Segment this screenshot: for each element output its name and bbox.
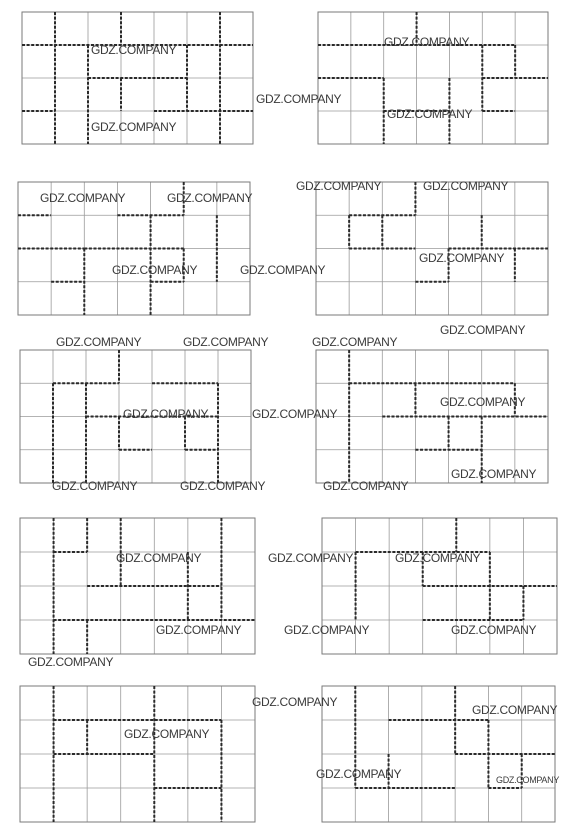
watermark-label: GDZ.COMPANY xyxy=(395,551,481,565)
watermark-label: GDZ.COMPANY xyxy=(496,775,560,785)
watermark-label: GDZ.COMPANY xyxy=(472,703,558,717)
watermark-label: GDZ.COMPANY xyxy=(296,179,382,193)
watermark-label: GDZ.COMPANY xyxy=(419,251,505,265)
watermark-label: GDZ.COMPANY xyxy=(440,395,526,409)
grid-panel xyxy=(316,350,548,483)
grid-panel xyxy=(20,686,255,822)
watermark-label: GDZ.COMPANY xyxy=(167,191,253,205)
watermark-label: GDZ.COMPANY xyxy=(323,479,409,493)
watermark-label: GDZ.COMPANY xyxy=(451,623,537,637)
watermark-label: GDZ.COMPANY xyxy=(312,335,398,349)
watermark-label: GDZ.COMPANY xyxy=(440,323,526,337)
watermark-label: GDZ.COMPANY xyxy=(316,767,402,781)
watermark-label: GDZ.COMPANY xyxy=(52,479,138,493)
watermark-label: GDZ.COMPANY xyxy=(56,335,142,349)
watermark-label: GDZ.COMPANY xyxy=(451,467,537,481)
watermark-label: GDZ.COMPANY xyxy=(252,695,338,709)
watermark-label: GDZ.COMPANY xyxy=(180,479,266,493)
watermark-label: GDZ.COMPANY xyxy=(116,551,202,565)
watermark-label: GDZ.COMPANY xyxy=(284,623,370,637)
watermark-label: GDZ.COMPANY xyxy=(123,407,209,421)
watermark-label: GDZ.COMPANY xyxy=(384,35,470,49)
grid-panel xyxy=(318,12,548,144)
watermark-label: GDZ.COMPANY xyxy=(387,107,473,121)
watermark-label: GDZ.COMPANY xyxy=(91,43,177,57)
watermark-label: GDZ.COMPANY xyxy=(268,551,354,565)
watermark-label: GDZ.COMPANY xyxy=(91,120,177,134)
grid-panel xyxy=(316,179,548,315)
watermark-label: GDZ.COMPANY xyxy=(183,335,269,349)
watermark-label: GDZ.COMPANY xyxy=(240,263,326,277)
watermark-label: GDZ.COMPANY xyxy=(40,191,126,205)
watermark-label: GDZ.COMPANY xyxy=(156,623,242,637)
watermark-label: GDZ.COMPANY xyxy=(112,263,198,277)
watermark-label: GDZ.COMPANY xyxy=(28,655,114,669)
watermark-label: GDZ.COMPANY xyxy=(124,727,210,741)
watermark-label: GDZ.COMPANY xyxy=(252,407,338,421)
watermark-label: GDZ.COMPANY xyxy=(256,92,342,106)
watermark-label: GDZ.COMPANY xyxy=(423,179,509,193)
